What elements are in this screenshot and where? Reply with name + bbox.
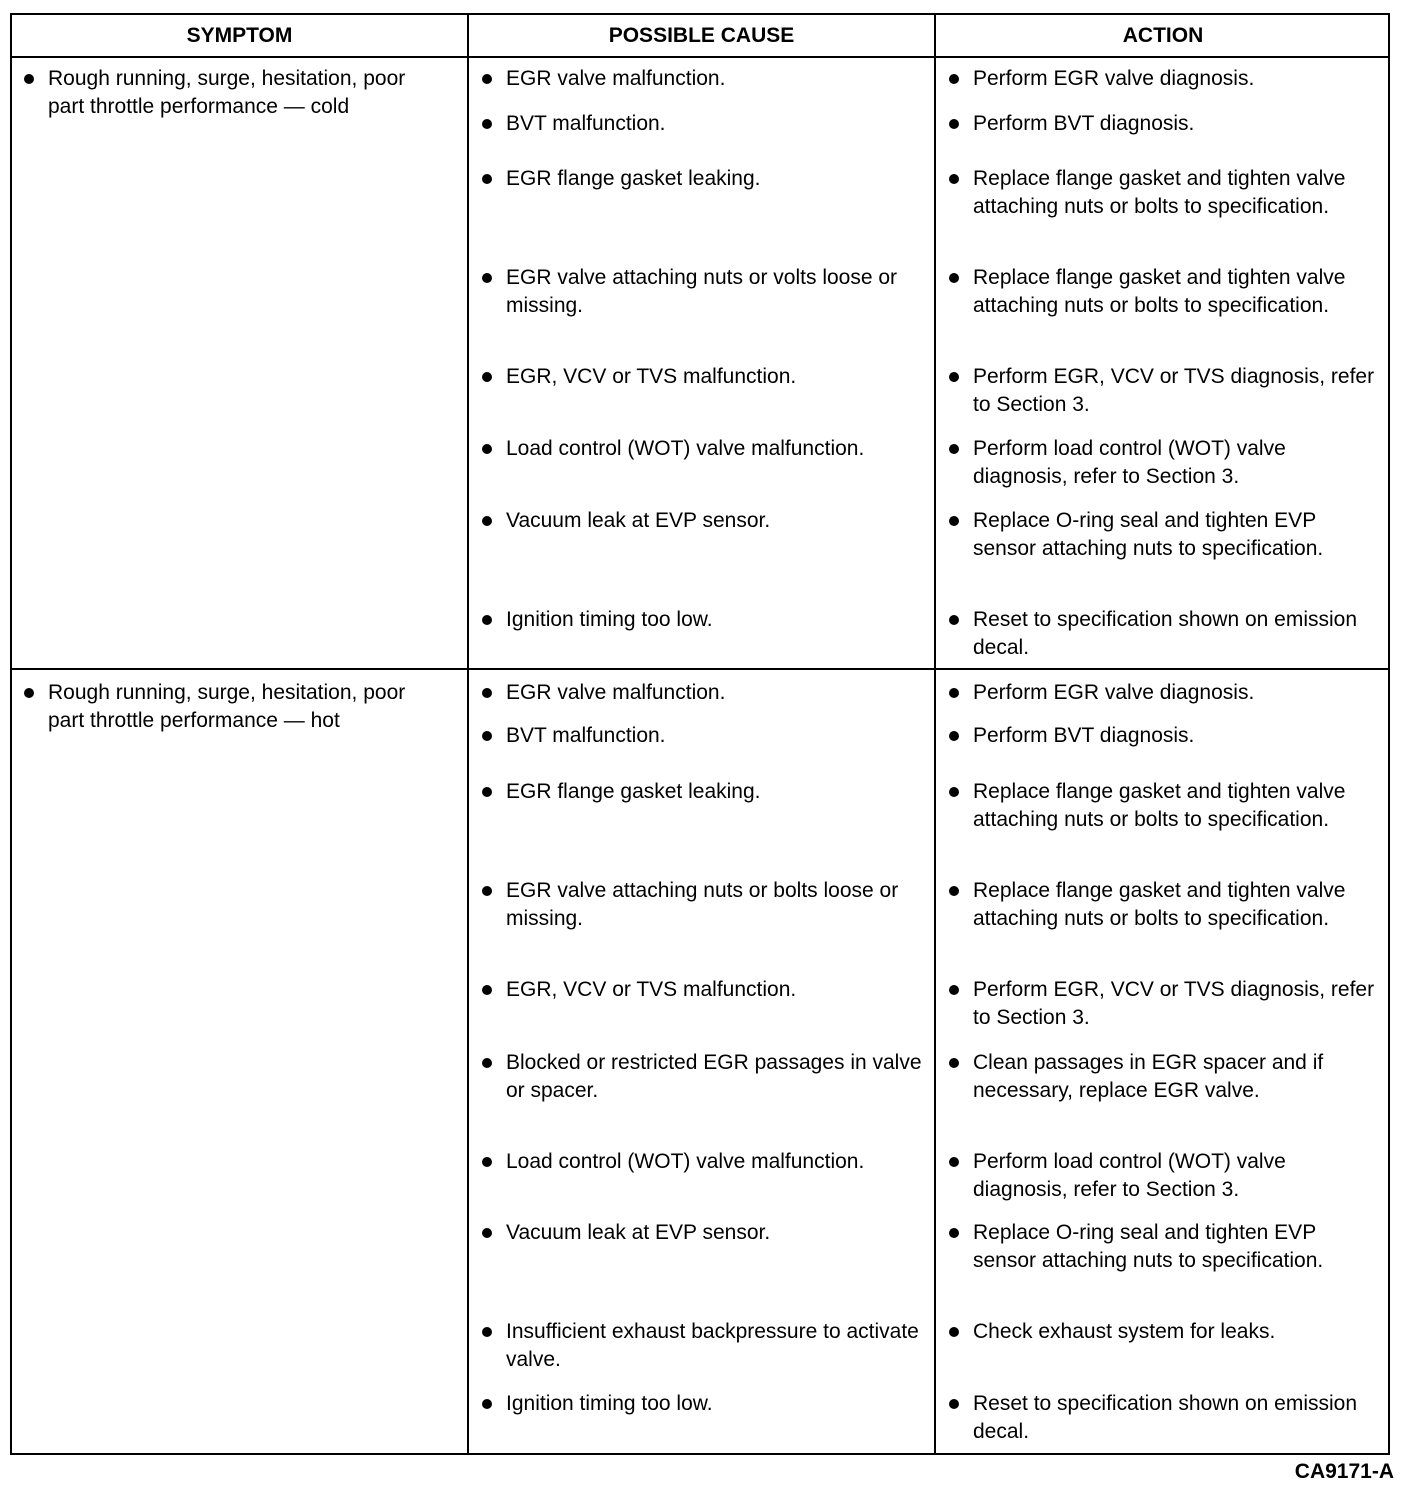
action-item <box>947 778 1377 834</box>
bullet-icon <box>949 1399 959 1409</box>
cause-item-text: EGR valve malfunction. <box>506 681 726 704</box>
symptom-cell <box>22 679 442 735</box>
cause-item-text: Load control (WOT) valve malfunction. <box>506 1150 865 1173</box>
action-item <box>947 65 1377 93</box>
cause-item-text: EGR valve malfunction. <box>506 67 726 90</box>
cause-item-text: Insufficient exhaust backpressure to activate valve. <box>506 1320 919 1371</box>
bullet-icon <box>949 444 959 454</box>
bullet-icon <box>482 273 492 283</box>
action-item-text: Replace flange gasket and tighten valve attaching nuts or bolts to specification. <box>973 167 1346 218</box>
bullet-icon <box>24 688 34 698</box>
action-item <box>947 165 1377 221</box>
table-header <box>12 15 1388 58</box>
bullet-icon <box>482 516 492 526</box>
cause-item <box>480 778 925 806</box>
cause-item <box>480 65 925 93</box>
action-item <box>947 264 1377 320</box>
action-item <box>947 976 1377 1032</box>
cause-item-text: EGR flange gasket leaking. <box>506 167 761 190</box>
cause-item <box>480 722 925 750</box>
cause-item <box>480 1219 925 1247</box>
bullet-icon <box>482 1157 492 1167</box>
troubleshooting-table <box>10 13 1390 1455</box>
bullet-icon <box>949 273 959 283</box>
action-item <box>947 1049 1377 1105</box>
bullet-icon <box>949 886 959 896</box>
cause-item <box>480 363 925 391</box>
action-item <box>947 507 1377 563</box>
action-item-text: Perform BVT diagnosis. <box>973 112 1195 135</box>
cause-item-text: Load control (WOT) valve malfunction. <box>506 437 865 460</box>
action-item <box>947 435 1377 491</box>
action-item <box>947 1318 1377 1346</box>
cause-item <box>480 110 925 138</box>
bullet-icon <box>949 174 959 184</box>
cause-item <box>480 877 925 933</box>
action-item-text: Check exhaust system for leaks. <box>973 1320 1276 1343</box>
action-item <box>947 363 1377 419</box>
bullet-icon <box>949 516 959 526</box>
bullet-icon <box>949 372 959 382</box>
cause-item <box>480 1390 925 1418</box>
symptom-cell-text: Rough running, surge, hesitation, poor part throttle performance — cold <box>48 67 406 118</box>
header-symptom: SYMPTOM <box>186 24 293 47</box>
action-item <box>947 1148 1377 1204</box>
action-item <box>947 722 1377 750</box>
action-item-text: Reset to specification shown on emission decal. <box>973 608 1358 659</box>
bullet-icon <box>482 74 492 84</box>
symptom-cell <box>22 65 442 121</box>
bullet-icon <box>949 1157 959 1167</box>
action-item-text: Replace flange gasket and tighten valve attaching nuts or bolts to specification. <box>973 266 1346 317</box>
bullet-icon <box>482 985 492 995</box>
bullet-icon <box>482 174 492 184</box>
bullet-icon <box>949 731 959 741</box>
bullet-icon <box>482 119 492 129</box>
cause-item <box>480 435 925 463</box>
symptom-cell-text: Rough running, surge, hesitation, poor part throttle performance — hot <box>48 681 406 732</box>
figure-code: CA9171-A <box>1294 1460 1394 1483</box>
cause-item-text: Ignition timing too low. <box>506 1392 713 1415</box>
action-item-text: Perform load control (WOT) valve diagnosis, refer to Section 3. <box>973 1150 1286 1201</box>
cause-item-text: EGR valve attaching nuts or volts loose or missing. <box>506 266 898 317</box>
column-divider <box>467 15 469 1453</box>
action-item <box>947 110 1377 138</box>
bullet-icon <box>949 1327 959 1337</box>
bullet-icon <box>482 886 492 896</box>
header-action: ACTION <box>1122 24 1204 47</box>
cause-item-text: EGR, VCV or TVS malfunction. <box>506 365 797 388</box>
cause-item-text: BVT malfunction. <box>506 112 666 135</box>
bullet-icon <box>482 1228 492 1238</box>
bullet-icon <box>482 787 492 797</box>
bullet-icon <box>482 372 492 382</box>
bullet-icon <box>949 688 959 698</box>
bullet-icon <box>24 74 34 84</box>
action-item <box>947 1390 1377 1446</box>
cause-item <box>480 507 925 535</box>
bullet-icon <box>482 731 492 741</box>
cause-item <box>480 1049 925 1105</box>
cause-item <box>480 1148 925 1176</box>
cause-item-text: Vacuum leak at EVP sensor. <box>506 509 771 532</box>
action-item-text: Replace O-ring seal and tighten EVP sensor attaching nuts to specification. <box>973 509 1324 560</box>
bullet-icon <box>482 688 492 698</box>
action-item-text: Replace flange gasket and tighten valve attaching nuts or bolts to specification. <box>973 879 1346 930</box>
cause-item-text: BVT malfunction. <box>506 724 666 747</box>
cause-item <box>480 165 925 193</box>
action-item-text: Replace flange gasket and tighten valve attaching nuts or bolts to specification. <box>973 780 1346 831</box>
cause-item-text: EGR valve attaching nuts or bolts loose or missing. <box>506 879 899 930</box>
action-item-text: Reset to specification shown on emission decal. <box>973 1392 1358 1443</box>
action-item-text: Perform load control (WOT) valve diagnosis, refer to Section 3. <box>973 437 1286 488</box>
cause-item <box>480 606 925 634</box>
bullet-icon <box>949 119 959 129</box>
action-item-text: Replace O-ring seal and tighten EVP sensor attaching nuts to specification. <box>973 1221 1324 1272</box>
header-possible-cause: POSSIBLE CAUSE <box>608 24 795 47</box>
bullet-icon <box>949 787 959 797</box>
group-divider <box>12 668 1388 670</box>
bullet-icon <box>949 74 959 84</box>
bullet-icon <box>949 1228 959 1238</box>
bullet-icon <box>949 615 959 625</box>
cause-item <box>480 264 925 320</box>
cause-item <box>480 1318 925 1374</box>
cause-item <box>480 679 925 707</box>
action-item <box>947 679 1377 707</box>
bullet-icon <box>482 1399 492 1409</box>
cause-item-text: EGR, VCV or TVS malfunction. <box>506 978 797 1001</box>
bullet-icon <box>482 615 492 625</box>
action-item <box>947 877 1377 933</box>
cause-item <box>480 976 925 1004</box>
action-item-text: Perform EGR, VCV or TVS diagnosis, refer to Section 3. <box>973 365 1375 416</box>
cause-item-text: Blocked or restricted EGR passages in valve or spacer. <box>506 1051 922 1102</box>
action-item-text: Perform EGR, VCV or TVS diagnosis, refer to Section 3. <box>973 978 1375 1029</box>
action-item-text: Clean passages in EGR spacer and if necessary, replace EGR valve. <box>973 1051 1324 1102</box>
bullet-icon <box>949 1058 959 1068</box>
action-item <box>947 606 1377 662</box>
bullet-icon <box>949 985 959 995</box>
cause-item-text: Vacuum leak at EVP sensor. <box>506 1221 771 1244</box>
action-item-text: Perform BVT diagnosis. <box>973 724 1195 747</box>
bullet-icon <box>482 1058 492 1068</box>
bullet-icon <box>482 1327 492 1337</box>
action-item-text: Perform EGR valve diagnosis. <box>973 681 1255 704</box>
action-item-text: Perform EGR valve diagnosis. <box>973 67 1255 90</box>
bullet-icon <box>482 444 492 454</box>
cause-item-text: Ignition timing too low. <box>506 608 713 631</box>
cause-item-text: EGR flange gasket leaking. <box>506 780 761 803</box>
column-divider <box>934 15 936 1453</box>
action-item <box>947 1219 1377 1275</box>
